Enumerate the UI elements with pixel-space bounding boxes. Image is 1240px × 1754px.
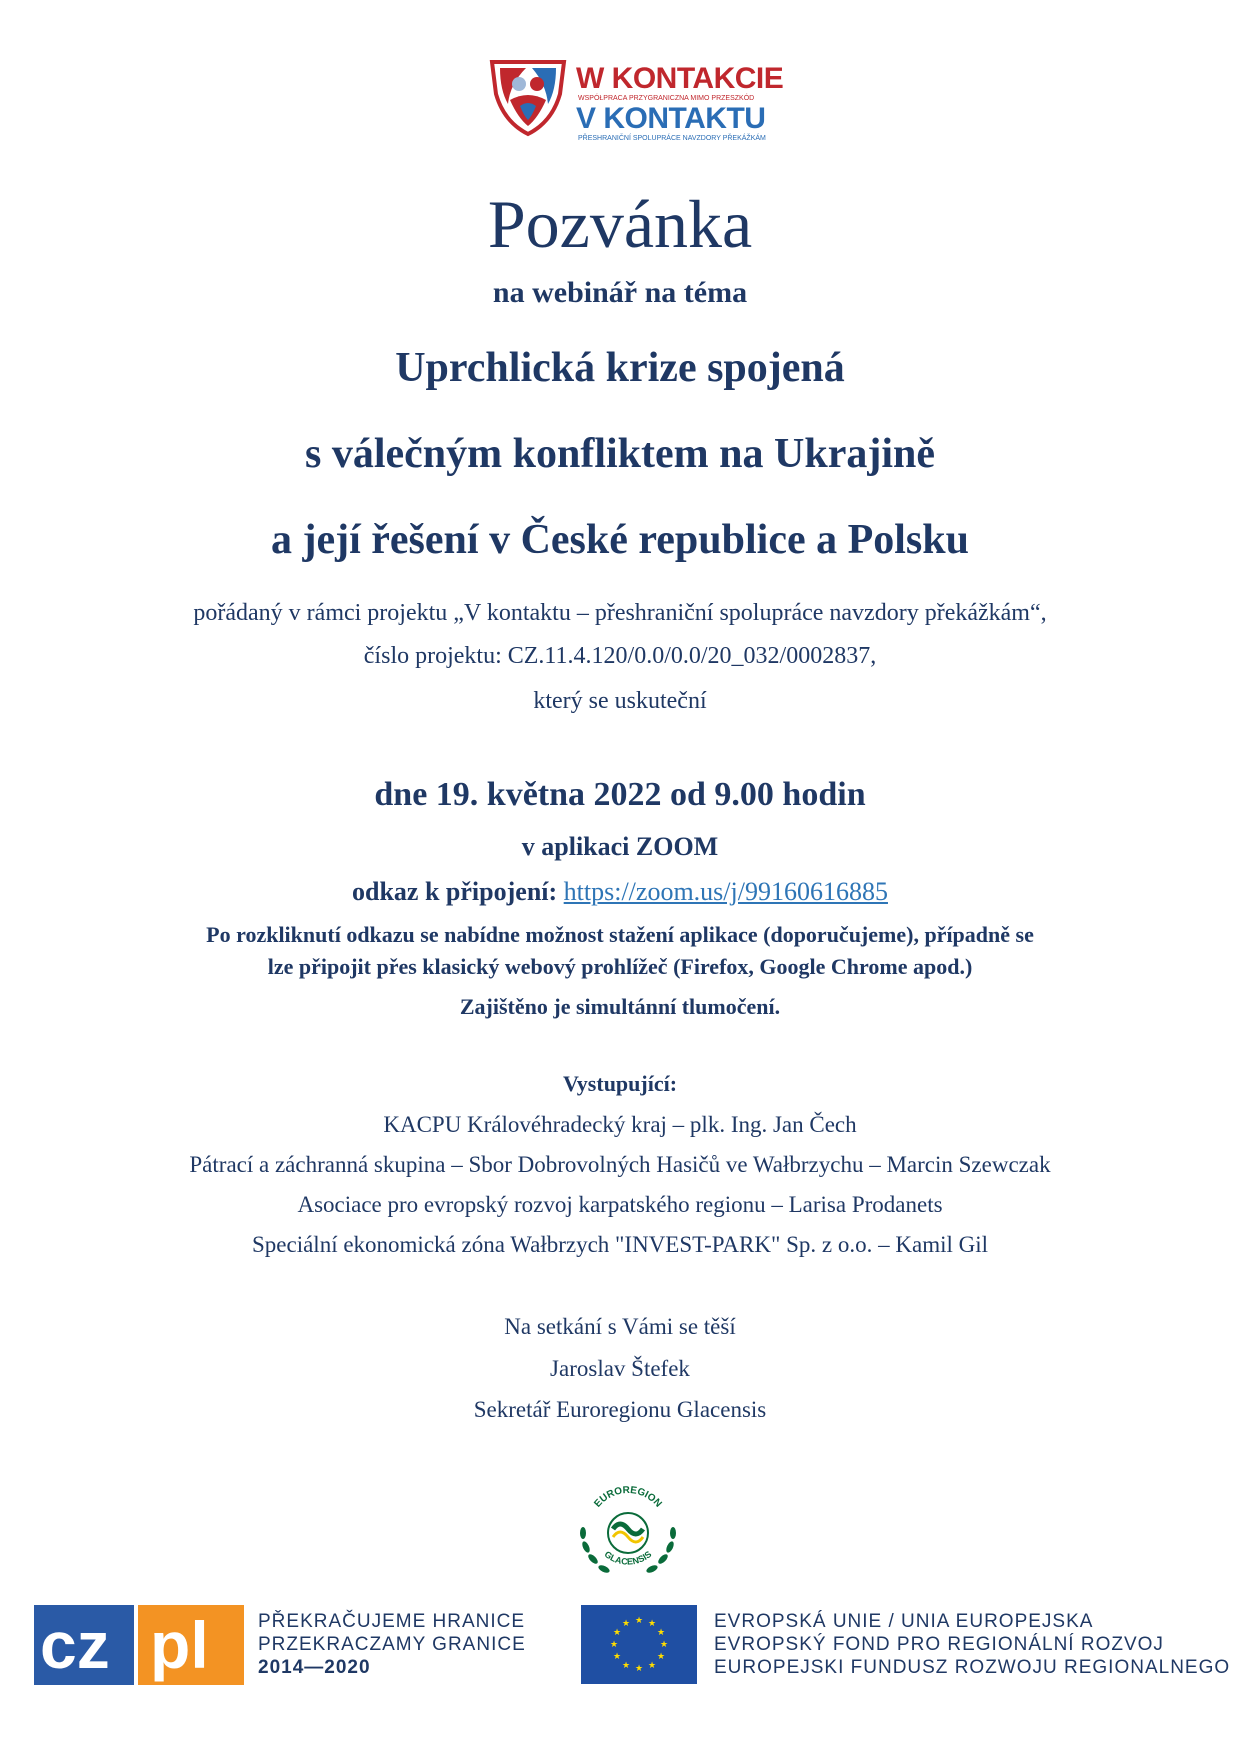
note-line-1: Po rozkliknutí odkazu se nabídne možnost stažení aplikace (doporučujeme), případně se (206, 922, 1034, 947)
speaker-item: Asociace pro evropský rozvoj karpatského regionu – Larisa Prodanets (297, 1192, 943, 1217)
logo-title-pl: W KONTAKCIE (576, 62, 784, 95)
logo-subtitle-pl: WSPÓŁPRACA PRZYGRANICZNA MIMO PRZESZKÓD (578, 95, 755, 102)
note-line-2: lze připojit přes klasický webový prohlížeč (Firefox, Google Chrome apod.) (267, 954, 973, 979)
event-date: dne 19. května 2022 od 9.00 hodin (374, 776, 866, 813)
czpl-mark-pl: pl (150, 1608, 209, 1682)
euroregion-glacensis-seal (573, 1475, 683, 1585)
topic-line-2: s válečným konfliktem na Ukrajině (305, 431, 935, 477)
eu-flag-icon (581, 1605, 697, 1684)
takes-place-text: který se uskuteční (533, 688, 707, 714)
seal-bottom-text: GLACENSIS (602, 1549, 654, 1567)
svg-text:★: ★ (656, 1628, 666, 1638)
interpreting-note: Zajištěno je simultánní tlumočení. (459, 994, 781, 1019)
people-shield-icon (486, 54, 570, 138)
eu-line: EVROPSKÝ FOND PRO REGIONÁLNÍ ROZVOJ (714, 1634, 1164, 1655)
czpl-line: PRZEKRACZAMY GRANICE (258, 1634, 526, 1655)
czpl-programme-text (258, 1610, 526, 1679)
project-number: číslo projektu: CZ.11.4.120/0.0/0.0/20_032/0002837, (363, 643, 877, 669)
topic-line-1: Uprchlická krize spojená (395, 345, 845, 391)
signatory-name: Jaroslav Štefek (550, 1356, 690, 1381)
seal-top-text: EUROREGION (592, 1484, 664, 1510)
project-organized: pořádaný v rámci projektu „V kontaktu – přeshraniční spolupráce navzdory překážkám“, (193, 600, 1047, 626)
speakers-heading: Vystupující: (562, 1071, 678, 1096)
closing-greeting: Na setkání s Vámi se těší (504, 1314, 736, 1339)
svg-text:★: ★ (634, 1664, 644, 1674)
eu-line: EVROPSKÁ UNIE / UNIA EUROPEJSKA (714, 1611, 1094, 1632)
eu-line: EUROPEJSKI FUNDUSZ ROZWOJU REGIONALNEGO (714, 1657, 1231, 1678)
czpl-line: PŘEKRAČUJEME HRANICE (258, 1611, 526, 1632)
project-logo (486, 48, 812, 158)
svg-text:★: ★ (656, 1652, 666, 1662)
svg-text:★: ★ (621, 1661, 631, 1671)
link-label: odkaz k připojení: (352, 877, 558, 906)
zoom-link[interactable]: https://zoom.us/j/99160616885 (563, 877, 888, 906)
svg-text:★: ★ (659, 1640, 669, 1650)
svg-text:★: ★ (634, 1616, 644, 1626)
czpl-mark-cz: cz (40, 1608, 110, 1682)
czpl-programme-logo (34, 1605, 244, 1685)
svg-text:★: ★ (612, 1628, 622, 1638)
svg-text:★: ★ (647, 1619, 657, 1629)
speaker-item: Pátrací a záchranná skupina – Sbor Dobrovolných Hasičů ve Wałbrzychu – Marcin Szewczak (189, 1152, 1051, 1177)
signatory-role: Sekretář Euroregionu Glacensis (473, 1397, 767, 1422)
svg-text:★: ★ (609, 1640, 619, 1650)
event-app: v aplikaci ZOOM (521, 832, 719, 861)
subtitle: na webinář na téma (492, 276, 748, 309)
join-link-row (0, 877, 1240, 907)
svg-text:★: ★ (621, 1619, 631, 1629)
logo-title-cz: V KONTAKTU (576, 102, 766, 135)
speaker-item: KACPU Královéhradecký kraj – plk. Ing. Jan Čech (383, 1112, 857, 1137)
page-title: Pozvánka (487, 186, 753, 262)
svg-text:★: ★ (612, 1652, 622, 1662)
speaker-item: Speciální ekonomická zóna Wałbrzych "INVEST-PARK" Sp. z o.o. – Kamil Gil (252, 1232, 988, 1257)
czpl-line: 2014—2020 (258, 1657, 371, 1678)
eu-fund-text (714, 1610, 1230, 1679)
logo-subtitle-cz: PŘESHRANIČNÍ SPOLUPRÁCE NAVZDORY PŘEKÁŽKÁM (578, 135, 766, 142)
topic-line-3: a její řešení v České republice a Polsku (270, 517, 969, 563)
svg-text:★: ★ (647, 1661, 657, 1671)
